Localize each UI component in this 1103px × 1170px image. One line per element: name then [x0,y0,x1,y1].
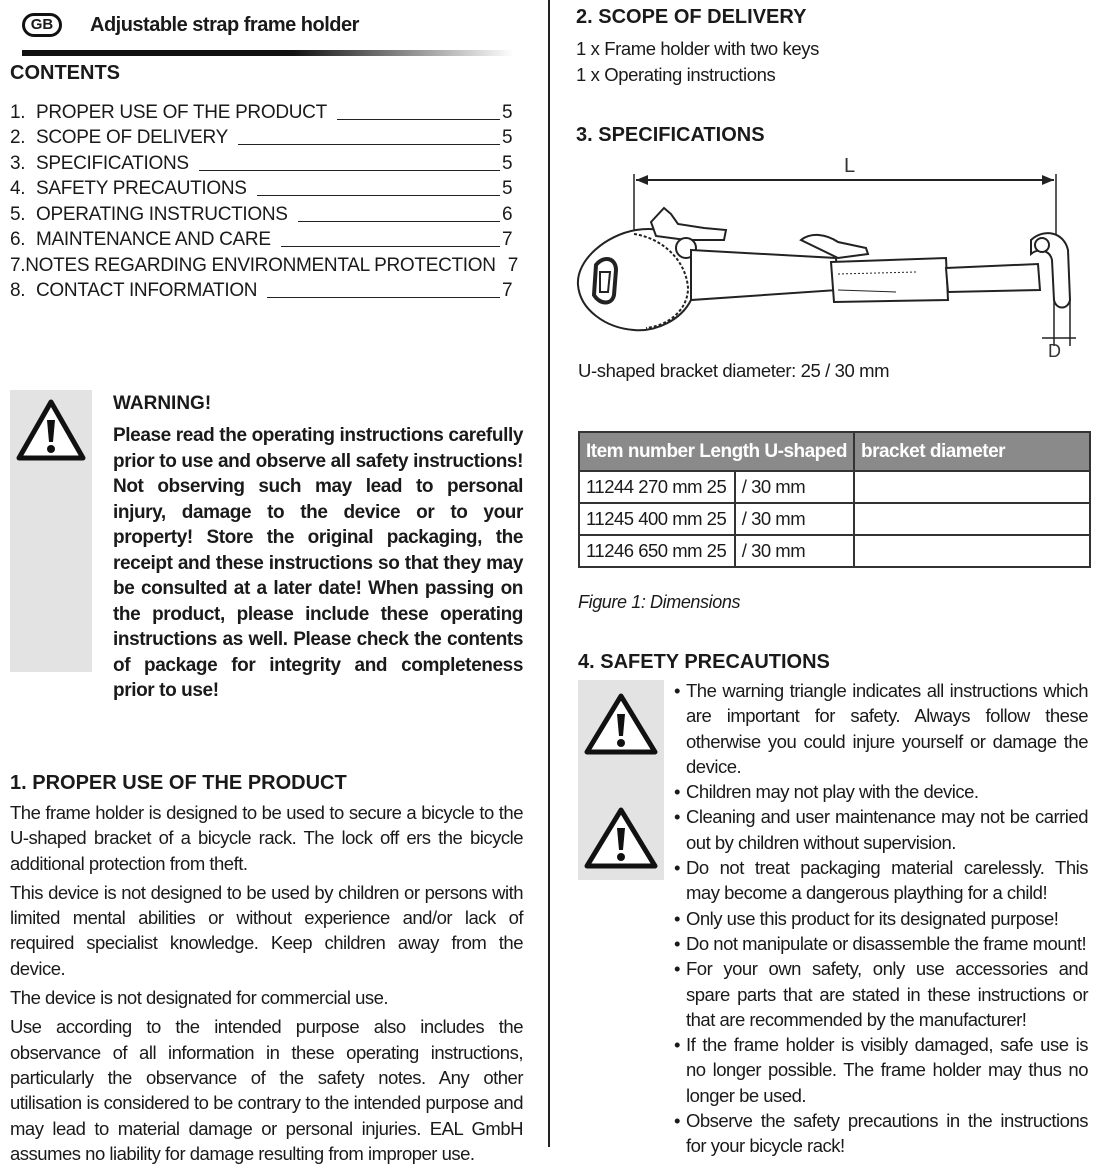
toc-page: 5 [502,101,513,123]
list-item: • Children may not play with the device. [674,779,1088,804]
scope-heading: 2. SCOPE OF DELIVERY [576,6,807,28]
figure-caption: Figure 1: Dimensions [578,592,741,612]
warning-title: WARNING! [113,393,212,414]
toc-item[interactable] [10,175,513,201]
table-cell [854,535,1090,567]
document-title: Adjustable strap frame holder [90,14,359,36]
table-row [579,503,1090,535]
toc-number: 2. [10,127,26,148]
toc-leader [238,144,500,145]
safety-list [674,678,1088,1159]
list-item: • The warning triangle indicates all instructions which are important for safety. Always follow these otherwise you could injure yourself or damage the device. [674,678,1088,779]
list-item: • Cleaning and user maintenance may not be carried out by children without supervision. [674,804,1088,855]
table-cell: 11245 400 mm 25 [579,503,735,535]
specifications-table [578,431,1091,568]
contents-heading: CONTENTS [10,62,120,84]
scope-line: 1 x Operating instructions [576,64,776,85]
toc-leader [281,246,500,247]
toc-number: 6. [10,229,26,250]
toc-item[interactable] [10,251,518,277]
table-cell: / 30 mm [735,471,854,503]
toc-page: 5 [502,127,513,148]
language-badge: GB [22,13,62,37]
toc-item[interactable] [10,124,513,150]
list-item: • For your own safety, only use accessories and spare parts that are stated in these instructions or that are recommended by the manufacturer! [674,956,1088,1032]
toc-label: PROPER USE OF THE PRODUCT [36,101,327,123]
toc-label: OPERATING INSTRUCTIONS [36,203,288,225]
page-header [22,10,522,50]
list-item: • Observe the safety precautions in the instructions for your bicycle rack! [674,1108,1088,1159]
toc-item[interactable] [10,277,513,303]
table-cell [854,471,1090,503]
paragraph: Use according to the intended purpose also includes the observance of all information in these operating instructions, particularly the observance of the safety notes. Any other utilisation is considered to be contrary to the intended purpose and may lead to material damage or personal injuries. EAL GmbH assumes no liability for damage resulting from improper use. [10,1016,523,1164]
table-row [579,535,1090,567]
toc-item[interactable] [10,226,513,252]
toc-leader [298,221,500,222]
table-cell: / 30 mm [735,503,854,535]
warning-panel [10,390,92,672]
safety-icon-panel [578,680,664,880]
title-rule [22,50,514,56]
toc-item[interactable] [10,149,513,175]
table-cell: / 30 mm [735,535,854,567]
table-row [579,471,1090,503]
toc-leader [257,195,500,196]
toc-item[interactable] [10,200,513,226]
table-header-cell: Item number Length U-shaped [579,432,854,471]
toc-leader [199,170,500,171]
toc-label: CONTACT INFORMATION [36,280,258,301]
toc-number: 5. [10,203,26,225]
table-of-contents [10,98,518,302]
toc-page: 6 [502,203,513,225]
scope-line: 1 x Frame holder with two keys [576,38,819,59]
toc-label: SAFETY PRECAUTIONS [36,178,247,199]
dimension-length-label: L [844,155,856,177]
toc-page: 7 [502,229,513,250]
paragraph: The device is not designated for commercial use. [10,987,389,1009]
toc-number: 1. [10,101,26,123]
list-item: • If the frame holder is visibly damaged, safe use is no longer possible. The frame holder may thus no longer be used. [674,1032,1088,1108]
dimension-diameter-label: D [1048,341,1061,360]
warning-triangle-icon [584,692,658,756]
column-divider [548,0,550,1147]
toc-label: SPECIFICATIONS [36,152,189,174]
toc-number: 8. [10,280,26,301]
toc-number: 7. [10,254,26,276]
scope-list [576,36,819,88]
proper-use-body [10,800,523,1170]
toc-leader [267,297,500,298]
table-cell [854,503,1090,535]
table-cell: 11246 650 mm 25 [579,535,735,567]
table-header-cell: bracket diameter [854,432,1090,471]
toc-label: NOTES REGARDING ENVIRONMENTAL PROTECTION [25,254,496,276]
toc-number: 4. [10,178,26,199]
bracket-diameter-caption: U-shaped bracket diameter: 25 / 30 mm [578,360,890,381]
warning-text: Please read the operating instructions carefully prior to use and observe all safety instructions! Not observing such may lead to personal injury, damage to the device or to your property! Store the original packaging, the receipt and these instructions so that they may be consulted at a later date! When passing on the product, please include these operating instructions as well. Please check the contents of package for integrity and completeness prior to use! [113,425,523,701]
paragraph: The frame holder is designed to be used to secure a bicycle to the U-shaped bracket of a bicycle rack. The lock off ers the bicycle additional protection from theft. [10,802,523,874]
toc-item[interactable] [10,98,513,124]
table-cell: 11244 270 mm 25 [579,471,735,503]
toc-page: 7 [507,254,518,276]
toc-page: 5 [502,178,513,199]
toc-number: 3. [10,152,26,174]
frame-holder-diagram [576,150,1076,360]
safety-heading: 4. SAFETY PRECAUTIONS [578,651,830,673]
toc-page: 7 [502,280,513,301]
toc-leader [337,119,500,120]
toc-page: 5 [502,152,513,174]
list-item: • Only use this product for its designated purpose! [674,906,1088,931]
proper-use-heading: 1. PROPER USE OF THE PRODUCT [10,772,347,794]
toc-label: SCOPE OF DELIVERY [36,127,228,148]
list-item: • Do not manipulate or disassemble the frame mount! [674,931,1088,956]
toc-label: MAINTENANCE AND CARE [36,229,271,250]
paragraph: This device is not designed to be used by children or persons with limited mental abilities or without experience and/or lack of required specialist knowledge. Keep children away from the device. [10,881,523,979]
list-item: • Do not treat packaging material carelessly. This may become a dangerous plaything for a child! [674,855,1088,906]
warning-triangle-icon [584,806,658,870]
table-header-row [579,432,1090,471]
warning-triangle-icon [16,398,86,462]
specifications-heading: 3. SPECIFICATIONS [576,124,765,146]
